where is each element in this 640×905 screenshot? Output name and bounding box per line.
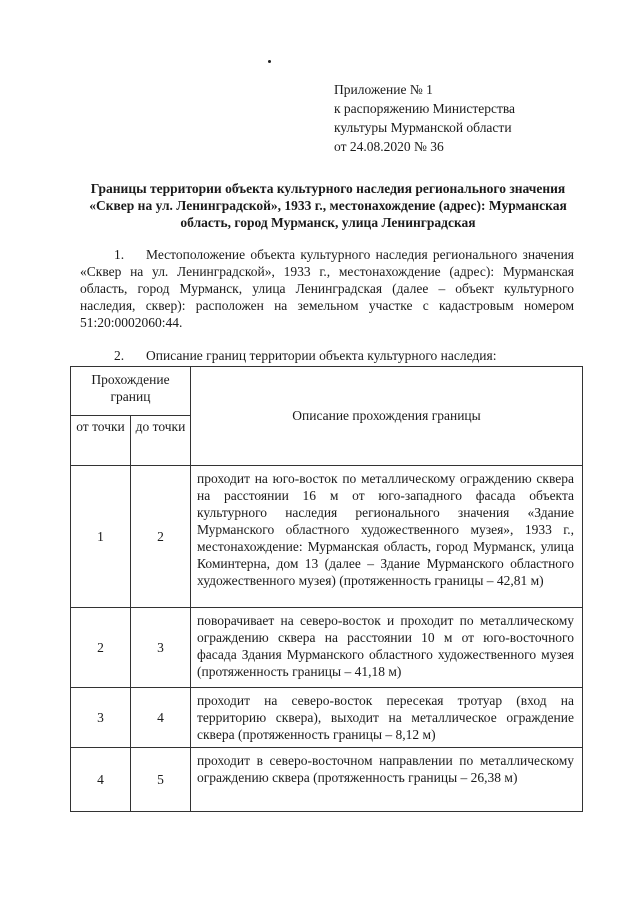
row-from-point: 2	[71, 608, 131, 688]
header-to: до точки	[131, 416, 191, 466]
table-row	[71, 466, 583, 608]
row-to-point: 2	[131, 466, 191, 608]
row-from-point: 3	[71, 688, 131, 748]
row-description: проходит в северо-восточном направлении по металлическому ограждению сквера (протяженность границы – 26,38 м)	[191, 748, 583, 812]
section-1	[80, 246, 574, 331]
document-title: Границы территории объекта культурного наследия регионального значения «Сквер на ул. Ленинградской», 1933 г., местонахождение (адрес): Мурманская область, город Мурманск, улица Ленинградская	[89, 181, 567, 230]
row-to-point: 3	[131, 608, 191, 688]
appendix-line-3: культуры Мурманской области	[334, 120, 512, 135]
header-group: Прохождение границ	[71, 367, 191, 416]
row-from-point: 4	[71, 748, 131, 812]
table-row	[71, 608, 583, 688]
header-description: Описание прохождения границы	[191, 367, 583, 466]
row-to-point: 4	[131, 688, 191, 748]
section-2	[80, 347, 574, 364]
row-description: проходит на юго-восток по металлическому ограждению сквера на расстоянии 16 м от юго-западного фасада объекта культурного наследия регионального значения «Здание Мурманского областного художественного музея», 1933 г., местонахождение: Мурманская область, город Мурманск, улица Коминтерна, дом 13 (далее – Здание Мурманского областного художественного музея) (протяженность границы – 42,81 м)	[191, 466, 583, 608]
boundary-table	[70, 366, 583, 812]
appendix-line-4: от 24.08.2020 № 36	[334, 139, 444, 154]
row-description: проходит на северо-восток пересекая тротуар (вход на территорию сквера), выходит на металлическое ограждение сквера (протяженность границы – 8,12 м)	[191, 688, 583, 748]
section-2-text: Описание границ территории объекта культурного наследия:	[146, 348, 497, 363]
section-2-number: 2.	[114, 348, 125, 363]
table-row	[71, 688, 583, 748]
header-from: от точки	[71, 416, 131, 466]
appendix-line-1: Приложение № 1	[334, 82, 433, 97]
row-description: поворачивает на северо-восток и проходит по металлическому ограждению сквера на расстоянии 10 м от юго-восточного фасада Здания Мурманского областного художественного музея (протяженность границы – 41,18 м)	[191, 608, 583, 688]
section-1-number: 1.	[114, 247, 125, 262]
table-row	[71, 748, 583, 812]
appendix-block	[334, 80, 594, 156]
row-to-point: 5	[131, 748, 191, 812]
appendix-line-2: к распоряжению Министерства	[334, 101, 516, 116]
stray-dot	[268, 60, 271, 63]
row-from-point: 1	[71, 466, 131, 608]
section-1-text: Местоположение объекта культурного наследия регионального значения «Сквер на ул. Ленинградской», 1933 г., местонахождение (адрес): Мурманская область, город Мурманск, улица Ленинградская (далее – объект культурного наследия, сквер): расположен на земельном участке с кадастровым номером 51:20:0002060:44.	[80, 247, 574, 330]
